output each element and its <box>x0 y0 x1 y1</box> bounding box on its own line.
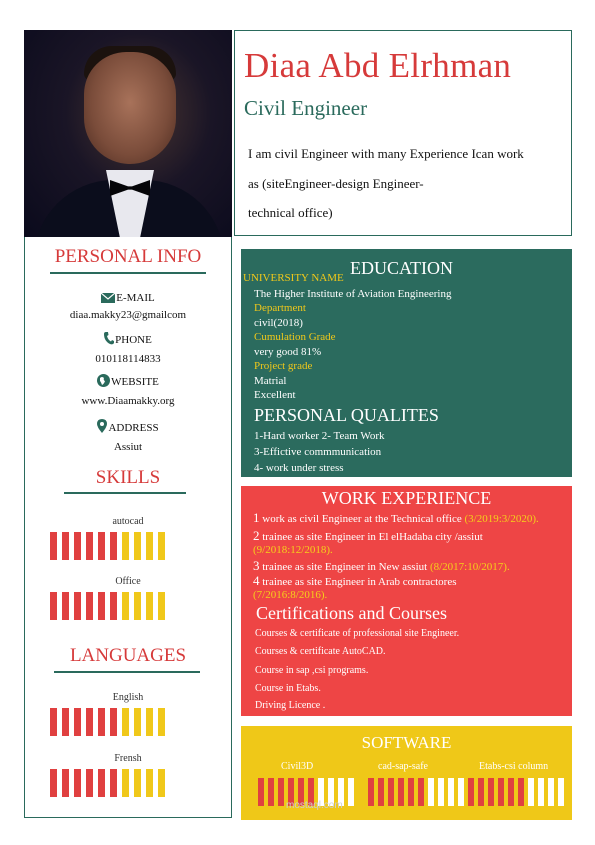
skill-name: autocad <box>112 516 144 527</box>
level-bar <box>86 592 93 620</box>
level-bar <box>134 769 141 797</box>
project-label: Project grade <box>254 360 313 372</box>
level-bar <box>158 708 165 736</box>
language-name: Frensh <box>114 753 142 764</box>
website-label: WEBSITE <box>24 374 232 388</box>
email-label: E-MAIL <box>24 292 232 304</box>
work-item: 4 trainee as site Engineer in Arab contractores (7/2016:8/2016). <box>253 573 457 601</box>
certification-line: Course in Etabs. <box>255 683 321 694</box>
level-bar <box>122 532 129 560</box>
level-bar <box>50 532 57 560</box>
personal-qualities-title: PERSONAL QUALITES <box>254 405 439 425</box>
work-item: 1 work as civil Engineer at the Technical office (3/2019:3/2020). <box>253 510 539 525</box>
level-bar <box>468 778 474 806</box>
languages-title: LANGUAGES <box>69 645 187 666</box>
divider <box>64 492 186 494</box>
quality-line: 1-Hard worker 2- Team Work <box>254 430 385 442</box>
email-value[interactable]: diaa.makky23@gmailcom <box>69 309 187 321</box>
level-bar <box>98 592 105 620</box>
about-text-line: as (siteEngineer-design Engineer- <box>248 176 424 191</box>
certification-line: Driving Licence . <box>255 700 326 711</box>
level-bar <box>86 769 93 797</box>
divider <box>50 272 206 274</box>
level-bar <box>528 778 534 806</box>
about-text-line: I am civil Engineer with many Experience Ican work <box>248 146 524 161</box>
language-name: English <box>112 692 144 703</box>
level-bar <box>508 778 514 806</box>
level-bar <box>418 778 424 806</box>
level-bar <box>74 532 81 560</box>
software-level-bars <box>368 778 464 806</box>
level-bar <box>86 532 93 560</box>
level-bar <box>378 778 384 806</box>
phone-icon <box>104 332 114 345</box>
level-bar <box>110 708 117 736</box>
phone-value: 010118114833 <box>95 353 161 365</box>
level-bar <box>258 778 264 806</box>
job-title: Civil Engineer <box>244 96 368 120</box>
level-bar <box>98 708 105 736</box>
level-bar <box>268 778 274 806</box>
level-bar <box>86 708 93 736</box>
level-bar <box>158 592 165 620</box>
level-bar <box>518 778 524 806</box>
skills-title: SKILLS <box>95 467 161 488</box>
divider <box>54 671 200 673</box>
quality-line: 4- work under stress <box>254 462 344 474</box>
level-bar <box>448 778 454 806</box>
profile-photo <box>24 30 232 237</box>
level-bar <box>548 778 554 806</box>
level-bar <box>74 592 81 620</box>
level-bar <box>110 532 117 560</box>
level-bar <box>122 708 129 736</box>
level-bar <box>458 778 464 806</box>
quality-line: 3-Effictive commmunication <box>254 446 382 458</box>
level-bar <box>74 708 81 736</box>
address-value: Assiut <box>113 441 143 453</box>
skill-level-bars <box>50 592 165 620</box>
university-value: The Higher Institute of Aviation Engineering <box>254 288 452 300</box>
level-bar <box>158 532 165 560</box>
level-bar <box>498 778 504 806</box>
level-bar <box>158 769 165 797</box>
language-level-bars <box>50 769 165 797</box>
level-bar <box>146 592 153 620</box>
level-bar <box>98 769 105 797</box>
watermark: mostaql.com <box>286 800 343 811</box>
level-bar <box>146 532 153 560</box>
level-bar <box>122 592 129 620</box>
person-name: Diaa Abd Elrhman <box>244 46 512 85</box>
cumulation-label: Cumulation Grade <box>254 331 336 343</box>
level-bar <box>50 769 57 797</box>
level-bar <box>62 769 69 797</box>
level-bar <box>110 769 117 797</box>
level-bar <box>408 778 414 806</box>
software-title: SOFTWARE <box>361 733 452 752</box>
level-bar <box>146 769 153 797</box>
work-item: 2 trainee as site Engineer in El elHadaba city /assiut (9/2018:12/2018). <box>253 528 483 556</box>
level-bar <box>538 778 544 806</box>
level-bar <box>134 708 141 736</box>
level-bar <box>98 532 105 560</box>
software-name: cad-sap-safe <box>378 761 428 772</box>
work-item: 3 trainee as site Engineer in New assiut (8/2017:10/2017). <box>253 558 510 573</box>
level-bar <box>558 778 564 806</box>
personal-info-title: PERSONAL INFO <box>54 246 202 267</box>
level-bar <box>122 769 129 797</box>
mail-icon <box>101 293 115 303</box>
level-bar <box>62 532 69 560</box>
phone-label: PHONE <box>24 332 232 346</box>
level-bar <box>398 778 404 806</box>
certification-line: Courses & certificate AutoCAD. <box>255 646 386 657</box>
certification-line: Courses & certificate of professional site Engineer. <box>255 628 460 639</box>
map-pin-icon <box>97 419 107 433</box>
level-bar <box>134 532 141 560</box>
level-bar <box>62 592 69 620</box>
about-text-line: technical office) <box>248 205 333 220</box>
software-name: Etabs-csi column <box>479 761 549 772</box>
department-value: civil(2018) <box>254 317 303 329</box>
level-bar <box>74 769 81 797</box>
project-value: Excellent <box>254 389 296 401</box>
project-value: Matrial <box>254 375 287 387</box>
department-label: Department <box>254 302 306 314</box>
level-bar <box>134 592 141 620</box>
level-bar <box>50 708 57 736</box>
level-bar <box>488 778 494 806</box>
software-level-bars <box>468 778 564 806</box>
skill-level-bars <box>50 532 165 560</box>
level-bar <box>110 592 117 620</box>
education-title: EDUCATION <box>350 258 453 278</box>
software-name: Civil3D <box>281 761 314 772</box>
level-bar <box>428 778 434 806</box>
skill-name: Office <box>115 576 141 587</box>
university-label: UNIVERSITY NAME <box>243 272 344 284</box>
level-bar <box>478 778 484 806</box>
level-bar <box>278 778 284 806</box>
website-value[interactable]: www.Diaamakky.org <box>81 395 175 407</box>
level-bar <box>388 778 394 806</box>
work-experience-title: WORK EXPERIENCE <box>321 488 492 508</box>
globe-icon <box>97 374 110 387</box>
cumulation-value: very good 81% <box>254 346 322 358</box>
level-bar <box>368 778 374 806</box>
level-bar <box>438 778 444 806</box>
certification-line: Course in sap ,csi programs. <box>255 665 369 676</box>
level-bar <box>62 708 69 736</box>
certifications-title: Certifications and Courses <box>256 603 447 623</box>
language-level-bars <box>50 708 165 736</box>
address-label: ADDRESS <box>24 419 232 434</box>
level-bar <box>50 592 57 620</box>
level-bar <box>146 708 153 736</box>
level-bar <box>348 778 354 806</box>
